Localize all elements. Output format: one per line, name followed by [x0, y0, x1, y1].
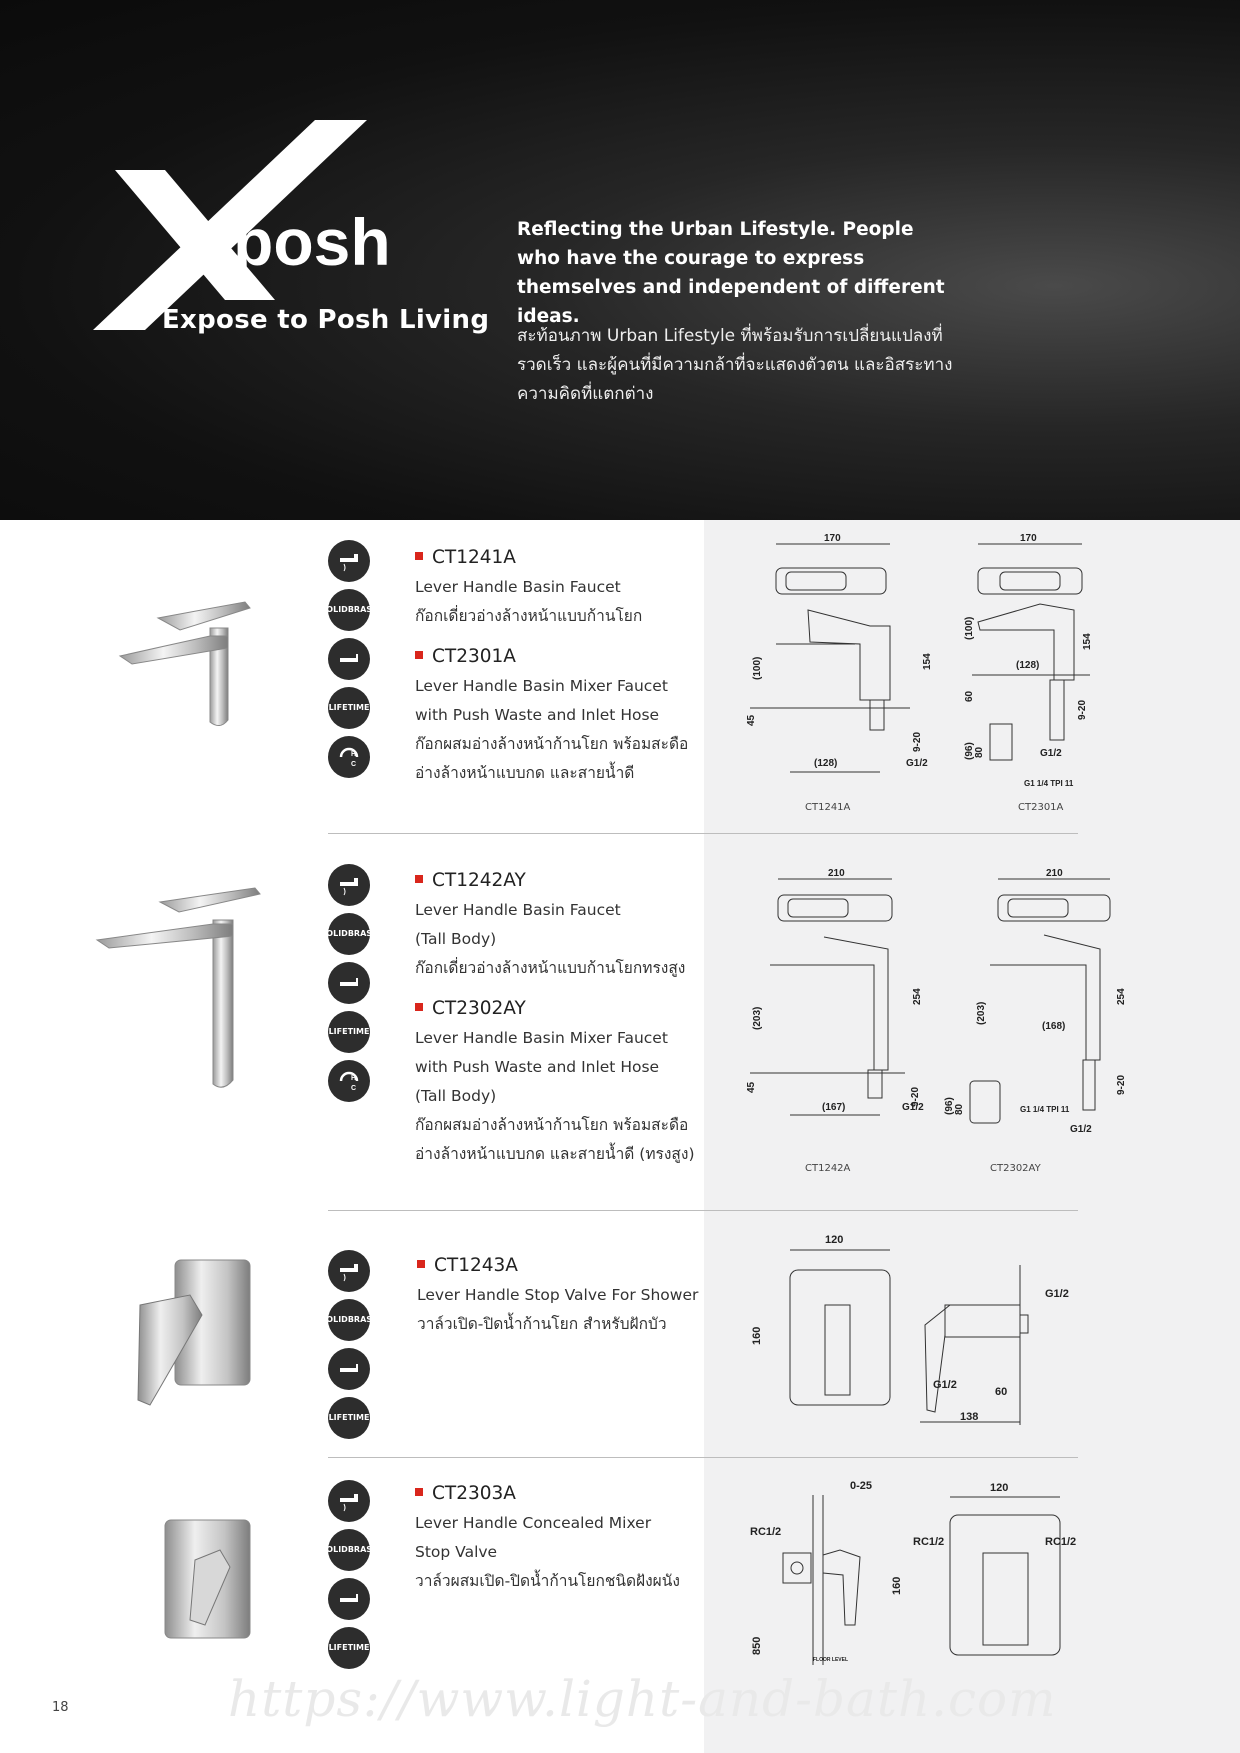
svg-text:(203): (203) — [752, 1006, 763, 1030]
faucet-photo-ct1241a — [110, 590, 260, 740]
product-desc-th: อ่างล้างหน้าแบบกด และสายน้ำดี — [415, 764, 635, 782]
product-desc-en: with Push Waste and Inlet Hose — [415, 1058, 660, 1076]
feature-icons — [320, 1250, 378, 1446]
watermark: https://www.light-and-bath.com — [228, 1670, 1057, 1728]
section-divider — [328, 833, 1078, 834]
section-divider — [328, 1210, 1078, 1211]
svg-text:0-25: 0-25 — [850, 1480, 873, 1492]
svg-text:154: 154 — [1082, 633, 1093, 650]
technical-drawing-1 — [740, 530, 1100, 820]
product-desc-en: (Tall Body) — [415, 1087, 497, 1105]
svg-text:80: 80 — [974, 746, 985, 758]
solid-brass-icon: SOLID BRASS — [328, 1299, 370, 1341]
svg-text:(167): (167) — [822, 1102, 846, 1113]
technical-drawing-4 — [745, 1475, 1090, 1675]
product-desc-th: ก๊อกเดี่ยวอ่างล้างหน้าแบบก้านโยกทรงสูง — [415, 959, 686, 977]
product-desc-en: Lever Handle Basin Faucet — [415, 901, 621, 919]
hero-english-text: Reflecting the Urban Lifestyle. People who have the courage to express themselves and independent of different ideas. — [517, 219, 945, 327]
svg-text:(128): (128) — [814, 758, 838, 769]
hot-cold-icon — [328, 736, 370, 778]
feature-icons — [320, 540, 378, 785]
valve-photo-ct1243a — [130, 1255, 260, 1415]
product-desc-en: (Tall Body) — [415, 930, 497, 948]
svg-text:H: H — [351, 1075, 357, 1082]
svg-text:210: 210 — [828, 868, 845, 879]
svg-text:45: 45 — [746, 714, 757, 726]
svg-text:9-20: 9-20 — [1077, 699, 1088, 720]
svg-text:120: 120 — [825, 1234, 844, 1246]
svg-text:850: 850 — [751, 1636, 763, 1655]
lifetime-guarantee-icon: LIFE TIME — [328, 1397, 370, 1439]
product-info-ct1243a — [417, 1252, 717, 1339]
hero-thai-text: สะท้อนภาพ Urban Lifestyle ที่พร้อมรับการเปลี่ยนแปลงที่รวดเร็ว และผู้คนที่มีความกล้าที่จะแสดงตัวตน และอิสระทางความคิดที่แตกต่าง — [517, 326, 953, 404]
svg-text:G1/2: G1/2 — [933, 1379, 957, 1391]
product-code: CT1241A — [415, 544, 705, 572]
svg-text:9-20: 9-20 — [910, 1086, 921, 1107]
product-desc-en: with Push Waste and Inlet Hose — [415, 706, 660, 724]
product-code: CT2301A — [415, 643, 705, 671]
solid-brass-icon: SOLID BRASS — [328, 589, 370, 631]
feature-icons — [320, 1480, 378, 1676]
svg-text:254: 254 — [1116, 988, 1127, 1005]
product-code: CT2302AY — [415, 995, 705, 1023]
product-desc-en: Lever Handle Basin Mixer Faucet — [415, 1029, 668, 1047]
product-code: CT1243A — [417, 1252, 717, 1280]
product-desc-th: ก๊อกผสมอ่างล้างหน้าก้านโยก พร้อมสะดือ — [415, 735, 689, 753]
lifetime-guarantee-icon: LIFE TIME — [328, 1627, 370, 1669]
svg-text:9-20: 9-20 — [912, 731, 923, 752]
svg-text:(100): (100) — [964, 616, 975, 640]
svg-text:H: H — [351, 751, 357, 758]
product-desc-en: Stop Valve — [415, 1543, 498, 1561]
faucet-photo-ct1242ay — [95, 880, 275, 1095]
svg-text:254: 254 — [912, 988, 923, 1005]
svg-text:(100): (100) — [752, 656, 763, 680]
valve-photo-ct2303a — [160, 1515, 260, 1645]
ceramic-disc-icon — [328, 1348, 370, 1390]
svg-text:FLOOR LEVEL: FLOOR LEVEL — [813, 1657, 848, 1663]
svg-text:G1/2: G1/2 — [906, 758, 928, 769]
svg-text:(96): (96) — [944, 1097, 955, 1115]
product-desc-en: Lever Handle Basin Mixer Faucet — [415, 677, 668, 695]
svg-text:210: 210 — [1046, 868, 1063, 879]
ceramic-cartridge-icon — [328, 1480, 370, 1522]
technical-drawing-3 — [745, 1225, 1090, 1440]
svg-text:160: 160 — [891, 1576, 903, 1595]
svg-text:160: 160 — [751, 1326, 763, 1345]
product-desc-th: ก๊อกเดี่ยวอ่างล้างหน้าแบบก้านโยก — [415, 607, 643, 625]
svg-text:RC1/2: RC1/2 — [750, 1526, 782, 1538]
svg-text:(168): (168) — [1042, 1021, 1066, 1032]
section-divider — [328, 1457, 1078, 1458]
svg-text:G1/2: G1/2 — [1040, 748, 1062, 759]
product-desc-en: Lever Handle Stop Valve For Shower — [417, 1286, 699, 1304]
ceramic-disc-icon — [328, 962, 370, 1004]
ceramic-cartridge-icon — [328, 864, 370, 906]
svg-text:60: 60 — [995, 1386, 1008, 1398]
svg-text:G1/2: G1/2 — [1070, 1124, 1092, 1135]
drawing-caption: CT2302AY — [990, 1163, 1041, 1174]
svg-text:C: C — [351, 761, 357, 768]
product-code: CT1242AY — [415, 867, 705, 895]
svg-text:(128): (128) — [1016, 660, 1040, 671]
lifetime-guarantee-icon: LIFE TIME — [328, 687, 370, 729]
technical-drawing-2 — [740, 865, 1130, 1170]
ceramic-disc-icon — [328, 638, 370, 680]
drawing-caption: CT1242A — [805, 1163, 851, 1174]
lifetime-guarantee-icon: LIFE TIME — [328, 1011, 370, 1053]
svg-text:G1/2: G1/2 — [902, 1102, 924, 1113]
hero-banner — [0, 0, 1240, 520]
svg-text:170: 170 — [824, 533, 841, 544]
page-number: 18 — [52, 1700, 69, 1715]
ceramic-cartridge-icon — [328, 540, 370, 582]
ceramic-cartridge-icon — [328, 1250, 370, 1292]
product-info-ct1242ay — [415, 867, 705, 1169]
product-desc-th: วาล์วเปิด-ปิดน้ำก้านโยก สำหรับฝักบัว — [417, 1315, 667, 1333]
drawing-caption: CT2301A — [1018, 802, 1064, 813]
svg-text:RC1/2: RC1/2 — [913, 1536, 945, 1548]
product-desc-en: Lever Handle Concealed Mixer — [415, 1514, 652, 1532]
svg-text:154: 154 — [922, 653, 933, 670]
svg-text:G1/2: G1/2 — [1045, 1288, 1069, 1300]
svg-text:80: 80 — [954, 1103, 965, 1115]
solid-brass-icon: SOLID BRASS — [328, 913, 370, 955]
product-info-ct1241a — [415, 544, 705, 788]
product-info-ct2303a — [415, 1480, 705, 1596]
product-desc-th: อ่างล้างหน้าแบบกด และสายน้ำดี (ทรงสูง) — [415, 1145, 695, 1163]
svg-text:9-20: 9-20 — [1116, 1074, 1127, 1095]
svg-text:60: 60 — [964, 690, 975, 702]
svg-text:G1 1/4 TPI 11: G1 1/4 TPI 11 — [1020, 1105, 1070, 1114]
svg-text:120: 120 — [990, 1482, 1009, 1494]
svg-text:(96): (96) — [964, 742, 975, 760]
svg-text:170: 170 — [1020, 533, 1037, 544]
product-desc-th: วาล์วผสมเปิด-ปิดน้ำก้านโยกชนิดฝังผนัง — [415, 1572, 680, 1590]
tagline: Expose to Posh Living — [162, 305, 490, 335]
svg-text:138: 138 — [960, 1411, 979, 1423]
product-code: CT2303A — [415, 1480, 705, 1508]
product-desc-en: Lever Handle Basin Faucet — [415, 578, 621, 596]
svg-text:45: 45 — [746, 1081, 757, 1093]
svg-text:(203): (203) — [976, 1001, 987, 1025]
feature-icons — [320, 864, 378, 1109]
solid-brass-icon: SOLID BRASS — [328, 1529, 370, 1571]
drawing-caption: CT1241A — [805, 802, 851, 813]
ceramic-disc-icon — [328, 1578, 370, 1620]
svg-text:C: C — [351, 1085, 357, 1092]
svg-text:RC1/2: RC1/2 — [1045, 1536, 1077, 1548]
hot-cold-icon — [328, 1060, 370, 1102]
svg-text:posh: posh — [233, 205, 391, 279]
product-desc-th: ก๊อกผสมอ่างล้างหน้าก้านโยก พร้อมสะดือ — [415, 1116, 689, 1134]
svg-text:G1 1/4 TPI 11: G1 1/4 TPI 11 — [1024, 779, 1074, 788]
